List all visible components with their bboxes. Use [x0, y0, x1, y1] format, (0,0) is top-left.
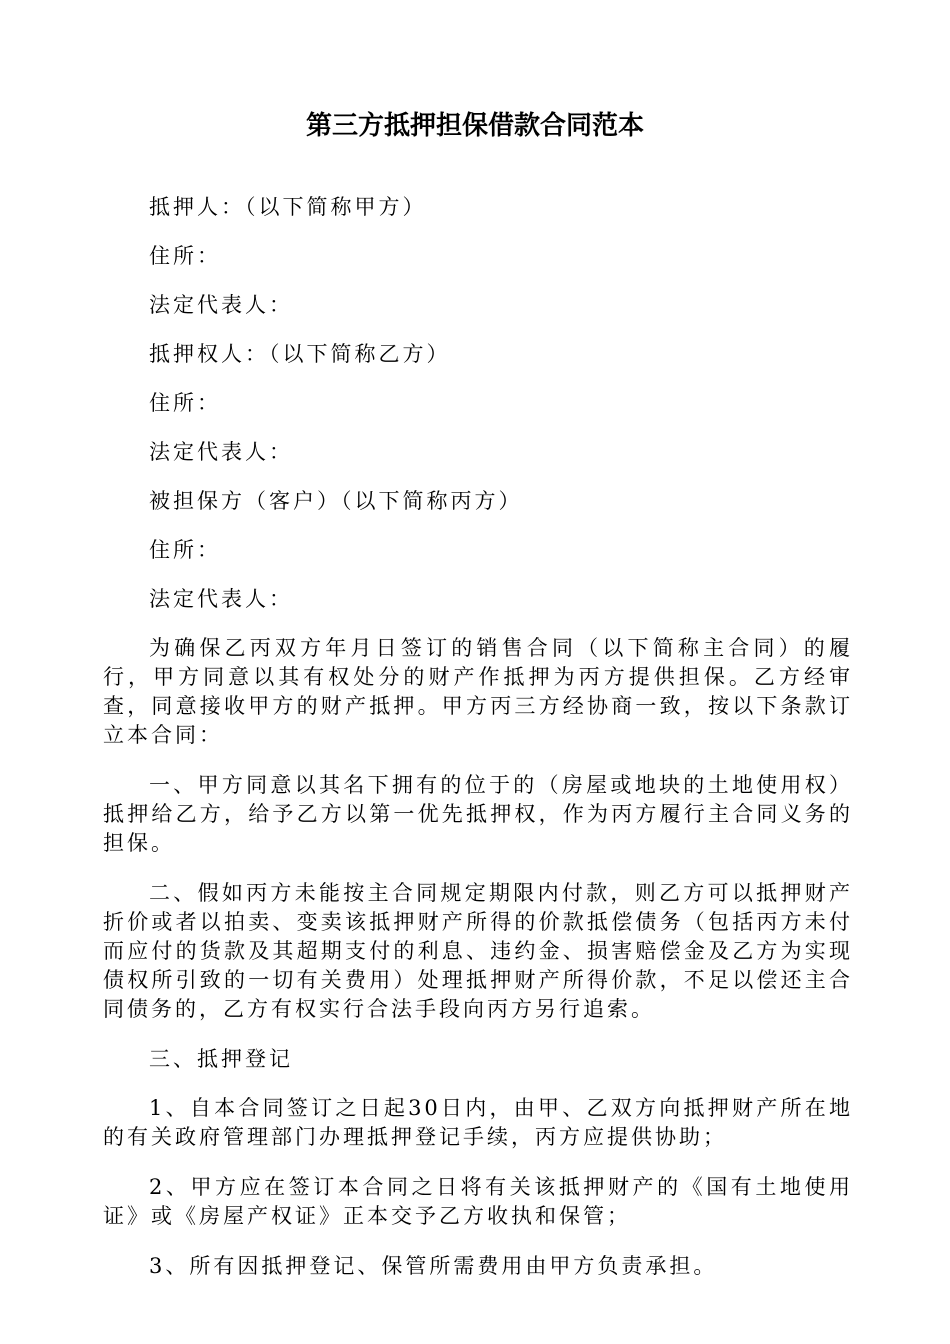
clause-1-paragraph: 一、甲方同意以其名下拥有的位于的（房屋或地块的土地使用权）抵押给乙方，给予乙方以第一优先抵押权，作为丙方履行主合同义务的担保。	[103, 773, 853, 855]
clause-3-heading: 三、抵押登记	[149, 1047, 293, 1071]
party-a-mortgagor: 抵押人：（以下简称甲方）	[149, 195, 427, 219]
party-c-representative: 法定代表人：	[149, 587, 293, 611]
preamble-paragraph: 为确保乙丙双方年月日签订的销售合同（以下简称主合同）的履行，甲方同意以其有权处分的财产作抵押为丙方提供担保。乙方经审查，同意接收甲方的财产抵押。甲方丙三方经协商一致，按以下条款订立本合同：	[103, 636, 853, 747]
clause-2-paragraph: 二、假如丙方未能按主合同规定期限内付款，则乙方可以抵押财产折价或者以拍卖、变卖该抵押财产所得的价款抵偿债务（包括丙方未付而应付的货款及其超期支付的利息、违约金、损害赔偿金及乙方为实现债权所引致的一切有关费用）处理抵押财产所得价款，不足以偿还主合同债务的，乙方有权实行合法手段向丙方另行追索。	[103, 881, 853, 1021]
clause-3-item-1: 1、自本合同签订之日起30日内，由甲、乙双方向抵押财产所在地的有关政府管理部门办理抵押登记手续，丙方应提供协助；	[103, 1096, 853, 1149]
clause-3-item-2: 2、甲方应在签订本合同之日将有关该抵押财产的《国有土地使用证》或《房屋产权证》正本交予乙方收执和保管；	[103, 1175, 853, 1228]
clause-3-item-3: 3、所有因抵押登记、保管所需费用由甲方负责承担。	[149, 1254, 718, 1278]
party-c-address: 住所：	[149, 538, 221, 562]
party-b-address: 住所：	[149, 391, 221, 415]
party-c-guaranteed: 被担保方（客户）（以下简称丙方）	[149, 489, 523, 513]
party-a-address: 住所：	[149, 244, 221, 268]
party-b-representative: 法定代表人：	[149, 440, 293, 464]
document-title: 第三方抵押担保借款合同范本	[305, 111, 644, 141]
party-b-mortgagee: 抵押权人：（以下简称乙方）	[149, 342, 451, 366]
document-body	[103, 193, 853, 1302]
party-a-representative: 法定代表人：	[149, 293, 293, 317]
